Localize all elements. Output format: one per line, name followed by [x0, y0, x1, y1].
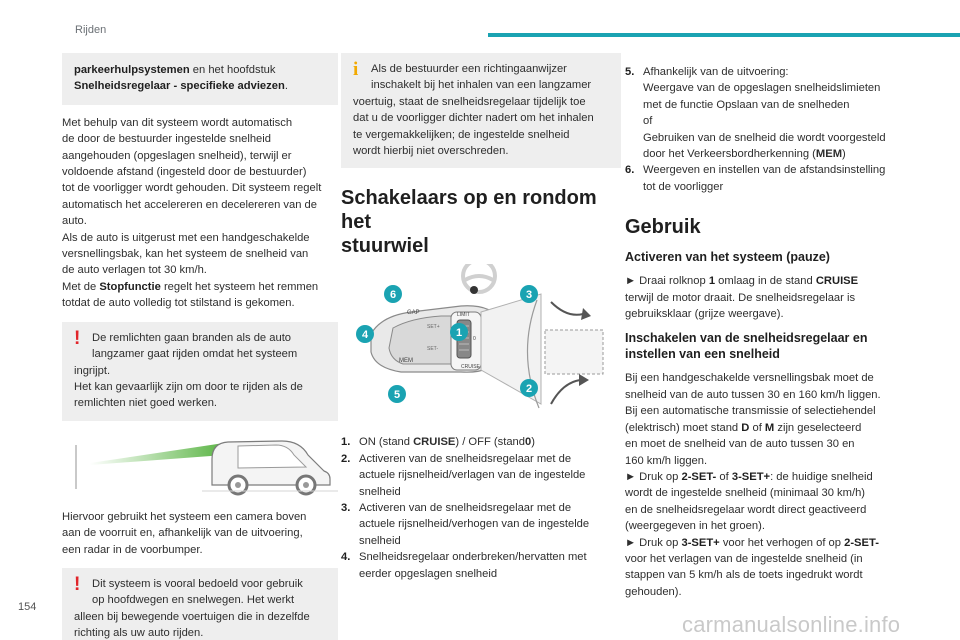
- stalk-label-set-minus: SET-: [427, 346, 439, 353]
- text-line: actuele rijsnelheid/verhogen van de ingestelde: [359, 518, 590, 531]
- text-run: omlaag in de stand: [715, 275, 816, 288]
- text-run: ► Druk op: [625, 470, 682, 483]
- text-line: gebruiksklaar (grijze weergave).: [625, 308, 784, 321]
- stop-function-term: Stopfunctie: [99, 280, 161, 293]
- text-line: Het kan gevaarlijk zijn om door te rijden als de: [74, 380, 303, 393]
- text-line: actuele rijsnelheid/verlagen van de ingestelde: [359, 469, 586, 482]
- text-run: zijn geselecteerd: [774, 421, 862, 434]
- text-run: of: [716, 470, 732, 483]
- note-box-continued: [62, 53, 338, 105]
- info-icon: i: [353, 59, 359, 80]
- warning-box-highways: [62, 568, 338, 640]
- text-line: de auto verlagen tot 30 km/h.: [62, 264, 207, 277]
- text-run: ► Druk op: [625, 536, 682, 549]
- callout-1: [450, 323, 468, 341]
- steering-controls-svg: [341, 264, 621, 414]
- text-line: De remlichten gaan branden als de auto: [92, 331, 292, 344]
- svg-text:5: 5: [393, 389, 401, 402]
- text-line: (weergegeven in het groen).: [625, 520, 765, 533]
- subheading-activate: Activeren van het systeem (pauze): [625, 250, 830, 265]
- text-line: snelheid: [359, 485, 401, 498]
- text-run: ON (stand: [359, 436, 414, 449]
- paragraph-set-speed: [625, 370, 931, 600]
- list-text: [359, 500, 621, 549]
- stalk-label-mem: MEM: [399, 358, 413, 365]
- paragraph-camera: [62, 509, 338, 558]
- cruise-term: CRUISE: [815, 275, 859, 288]
- text-line: Als de auto is uitgerust met een handgeschakelde: [62, 231, 310, 244]
- knob-number: 1: [708, 275, 716, 288]
- text-line: of: [643, 115, 653, 128]
- text-line: en moet de snelheid van de auto tussen 30 en: [625, 438, 855, 451]
- list-text: [359, 434, 621, 450]
- callout-6: [384, 285, 402, 303]
- column-middle: [341, 53, 621, 582]
- section-heading-usage: Gebruik: [625, 216, 701, 239]
- heading-line: instellen van een snelheid: [625, 347, 780, 362]
- text-line: [625, 535, 931, 551]
- text-line: Afhankelijk van de uitvoering:: [643, 66, 789, 78]
- text-line: alleen bij bewegende voertuigen die in dezelfde: [74, 610, 310, 623]
- stalk-label-limit: LIMIT: [457, 312, 470, 319]
- gear-d-term: D: [741, 421, 750, 434]
- text-line: Met behulp van dit systeem wordt automatisch: [62, 116, 293, 129]
- paragraph-intro: [62, 115, 338, 312]
- text-line: [625, 273, 931, 289]
- text-line: voor het verlagen van de ingestelde snelheid (in: [625, 552, 863, 565]
- list-item: [341, 451, 621, 500]
- text-line: Bij een automatische transmissie of selectiehendel: [625, 405, 876, 418]
- set-plus-term: 3-SET+: [681, 536, 720, 549]
- text-run: Met de: [62, 280, 100, 293]
- text-line: voldoende afstand (ingesteld door de bestuurder): [62, 166, 307, 179]
- text-run: ): [531, 436, 535, 449]
- section-heading-switches: [341, 186, 621, 258]
- set-minus-term: 2-SET-: [681, 470, 717, 483]
- list-number: 4.: [341, 551, 351, 564]
- text-line: Bij een handgeschakelde versnellingsbak moet de: [625, 372, 874, 385]
- cruise-term: CRUISE: [413, 436, 456, 449]
- text-line: versnellingsbak, kan het systeem de snelheid van: [62, 248, 309, 261]
- text-line: [643, 146, 931, 162]
- text-run: ): [842, 148, 846, 161]
- text-line: gehouden).: [625, 585, 682, 598]
- text-line: wordt de ingestelde snelheid (minimaal 30 km/h): [625, 487, 866, 500]
- text-line: automatisch het accelereren en decelereren van de: [62, 198, 317, 211]
- text-run: : de huidige snelheid: [770, 470, 873, 483]
- text-line: langzamer gaat rijden omdat het systeem: [92, 348, 298, 361]
- text-run: ► Draai rolknop: [625, 275, 709, 288]
- callout-2: [520, 379, 538, 397]
- text-line: aan de voorruit en, afhankelijk van de uitvoering,: [62, 527, 303, 540]
- stalk-label-zero: 0: [473, 336, 476, 343]
- text-line: richting als uw auto rijden.: [74, 627, 204, 640]
- text-line: [62, 279, 338, 295]
- subheading-set-speed: [625, 330, 931, 362]
- text-line: inschakelt bij het inhalen van een langzamer: [371, 79, 592, 92]
- page-number: 154: [18, 601, 37, 613]
- steering-wheel-icon: [463, 264, 495, 294]
- text-line: te vergemakkelijken; de ingestelde snelheid: [353, 128, 570, 141]
- text-line: snelheid van de auto tussen 30 en 160 km/h liggen.: [625, 388, 881, 401]
- note-bold-1: parkeerhulpsystemen: [74, 64, 190, 76]
- text-line: Gebruiken van de snelheid die wordt voorgesteld: [643, 131, 886, 144]
- text-line: totdat de auto volledig tot stilstand is gekomen.: [62, 297, 295, 310]
- gear-m-term: M: [764, 421, 775, 434]
- text-run: ) / OFF (stand: [455, 436, 525, 449]
- svg-text:2: 2: [525, 383, 533, 396]
- list-item: [341, 549, 621, 582]
- text-line: Hiervoor gebruikt het systeem een camera boven: [62, 510, 307, 523]
- watermark: carmanualsonline.info: [682, 612, 901, 637]
- warning-box-brakelights: [62, 322, 338, 421]
- section-title: Rijden: [75, 24, 107, 36]
- list-item: [341, 500, 621, 549]
- header-accent-bar: [488, 33, 960, 37]
- list-number: 2.: [341, 452, 351, 465]
- list-text: [643, 64, 931, 162]
- text-line: voertuig, staat de snelheidsregelaar tijdelijk toe: [353, 95, 586, 108]
- text-line: terwijl de motor draait. De snelheidsregelaar is: [625, 291, 856, 304]
- column-left: [62, 53, 338, 640]
- heading-line: Schakelaars op en rondom het: [341, 187, 597, 234]
- svg-text:6: 6: [389, 289, 397, 302]
- steering-controls-diagram: [341, 264, 621, 414]
- text-line: aangehouden (opgeslagen snelheid), terwijl er: [62, 149, 292, 162]
- switch-legend-list-continued: [625, 64, 931, 195]
- heading-line: stuurwiel: [341, 235, 429, 258]
- text-run: (elektrisch) moet stand: [625, 421, 742, 434]
- text-line: een radar in de voorbumper.: [62, 543, 203, 556]
- text-line: Weergave van de opgeslagen snelheidslimieten: [643, 82, 881, 95]
- set-plus-term: 3-SET+: [731, 470, 771, 483]
- stalk-label-set-plus: SET+: [427, 324, 440, 331]
- stalk-label-gap: GAP: [407, 310, 420, 317]
- callout-5: [388, 385, 406, 403]
- text-line: 160 km/h liggen.: [625, 454, 708, 467]
- heading-line: Inschakelen van de snelheidsregelaar en: [625, 331, 868, 346]
- list-text: [643, 162, 931, 195]
- text-line: Activeren van de snelheidsregelaar met de: [359, 502, 572, 515]
- text-run: regelt het systeem het remmen: [160, 280, 319, 293]
- svg-text:3: 3: [525, 289, 533, 302]
- text-line: Weergeven en instellen van de afstandsinstelling: [643, 164, 886, 177]
- note-bold-2: Snelheidsregelaar - specifieke adviezen: [74, 80, 285, 93]
- text-line: wordt hierbij niet overschreden.: [353, 145, 509, 158]
- list-text: [359, 549, 621, 582]
- callout-4: [356, 325, 374, 343]
- list-text: [359, 451, 621, 500]
- list-number: 6.: [625, 164, 635, 177]
- text-line: ingrijpt.: [74, 364, 111, 377]
- switch-legend-list: [341, 434, 621, 582]
- text-line: met de functie Opslaan van de snelheden: [643, 98, 850, 111]
- text-line: Activeren van de snelheidsregelaar met de: [359, 452, 572, 465]
- text-line: Dit systeem is vooral bedoeld voor gebruik: [92, 577, 303, 590]
- set-minus-term: 2-SET-: [844, 536, 879, 549]
- text-line: [625, 469, 931, 485]
- list-number: 5.: [625, 66, 635, 78]
- text-line: eerder opgeslagen snelheid: [359, 567, 498, 580]
- mem-term: MEM: [815, 148, 843, 161]
- text-line: remlichten niet goed werken.: [74, 397, 218, 410]
- zero-term: 0: [525, 436, 532, 449]
- warning-exclamation-icon: !: [74, 573, 81, 595]
- warning-exclamation-icon: !: [74, 327, 81, 349]
- note-text-2: .: [284, 80, 288, 93]
- text-run: of: [749, 421, 765, 434]
- info-box-indicator: [341, 53, 621, 168]
- note-text-1: en het hoofdstuk: [189, 64, 276, 76]
- list-item: [625, 162, 931, 195]
- text-line: tot de voorligger: [643, 180, 724, 193]
- car-radar-illustration: [62, 435, 338, 497]
- text-run: voor het verhogen of op: [719, 536, 845, 549]
- text-line: Als de bestuurder een richtingaanwijzer: [371, 63, 567, 75]
- callout-3: [520, 285, 538, 303]
- text-line: auto.: [62, 215, 87, 228]
- stalk-label-cruise: CRUISE: [461, 364, 480, 371]
- text-line: en de snelheidsregelaar wordt direct geactiveerd: [625, 503, 867, 516]
- paragraph-activate: [625, 273, 931, 322]
- text-line: de door de bestuurder ingestelde snelheid: [62, 133, 271, 146]
- text-line: stappen van 5 km/h als de toets ingedrukt wordt: [625, 569, 863, 582]
- list-number: 3.: [341, 502, 351, 515]
- text-line: op hoofdwegen en snelwegen. Het werkt: [92, 594, 295, 607]
- text-line: snelheid: [359, 534, 401, 547]
- text-line: dat u de voorligger dichter nadert om het inhalen: [353, 112, 594, 125]
- list-item: [625, 64, 931, 162]
- text-line: tot de voorligger wordt gehouden. Dit systeem regelt: [62, 182, 322, 195]
- list-number: 1.: [341, 436, 351, 449]
- svg-text:4: 4: [361, 329, 369, 342]
- text-line: [625, 420, 931, 436]
- car-radar-svg: [62, 435, 338, 497]
- text-run: door het Verkeersbordherkenning (: [643, 148, 816, 161]
- list-item: [341, 434, 621, 450]
- column-right: [625, 64, 931, 600]
- svg-text:1: 1: [455, 327, 463, 340]
- text-line: Snelheidsregelaar onderbreken/hervatten met: [359, 551, 587, 564]
